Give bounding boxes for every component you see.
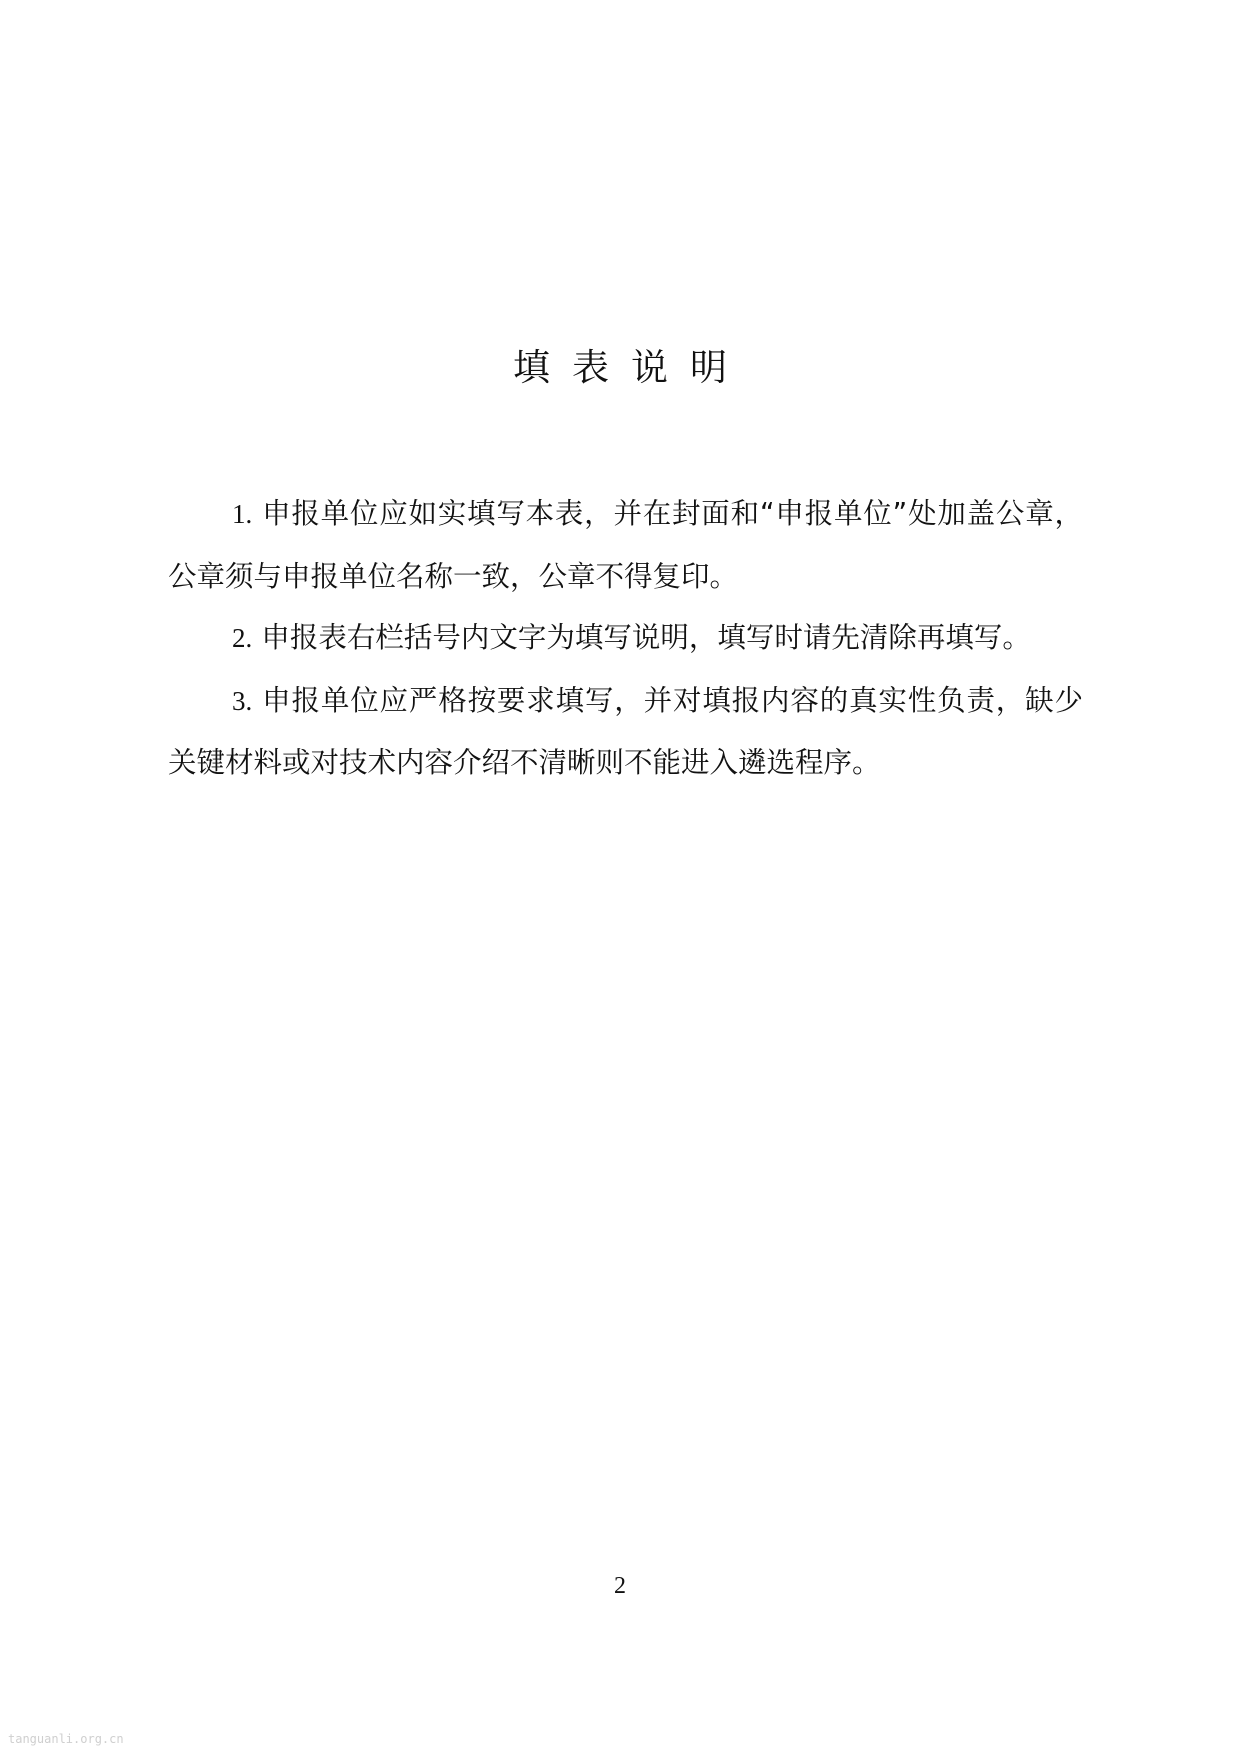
instruction-item-2 xyxy=(168,607,1083,670)
instruction-number: 1. xyxy=(232,499,253,529)
instruction-text: 申报单位应如实填写本表，并在封面和“申报单位”处加盖公章，公章须与申报单位名称一致，公章不得复印。 xyxy=(168,497,1083,593)
instruction-text: 申报单位应严格按要求填写，并对填报内容的真实性负责，缺少关键材料或对技术内容介绍不清晰则不能进入遴选程序。 xyxy=(168,683,1083,779)
instruction-number: 3. xyxy=(232,685,253,716)
instructions-list xyxy=(168,483,1083,794)
instruction-item-1 xyxy=(168,483,1083,607)
page-title: 填表说明 xyxy=(513,346,749,389)
instruction-number: 2. xyxy=(232,623,253,653)
instruction-item-3 xyxy=(168,670,1083,794)
page-number: 2 xyxy=(614,1573,626,1599)
watermark: tanguanli.org.cn xyxy=(8,1732,124,1746)
instruction-text: 申报表右栏括号内文字为填写说明，填写时请先清除再填写。 xyxy=(261,621,1031,654)
